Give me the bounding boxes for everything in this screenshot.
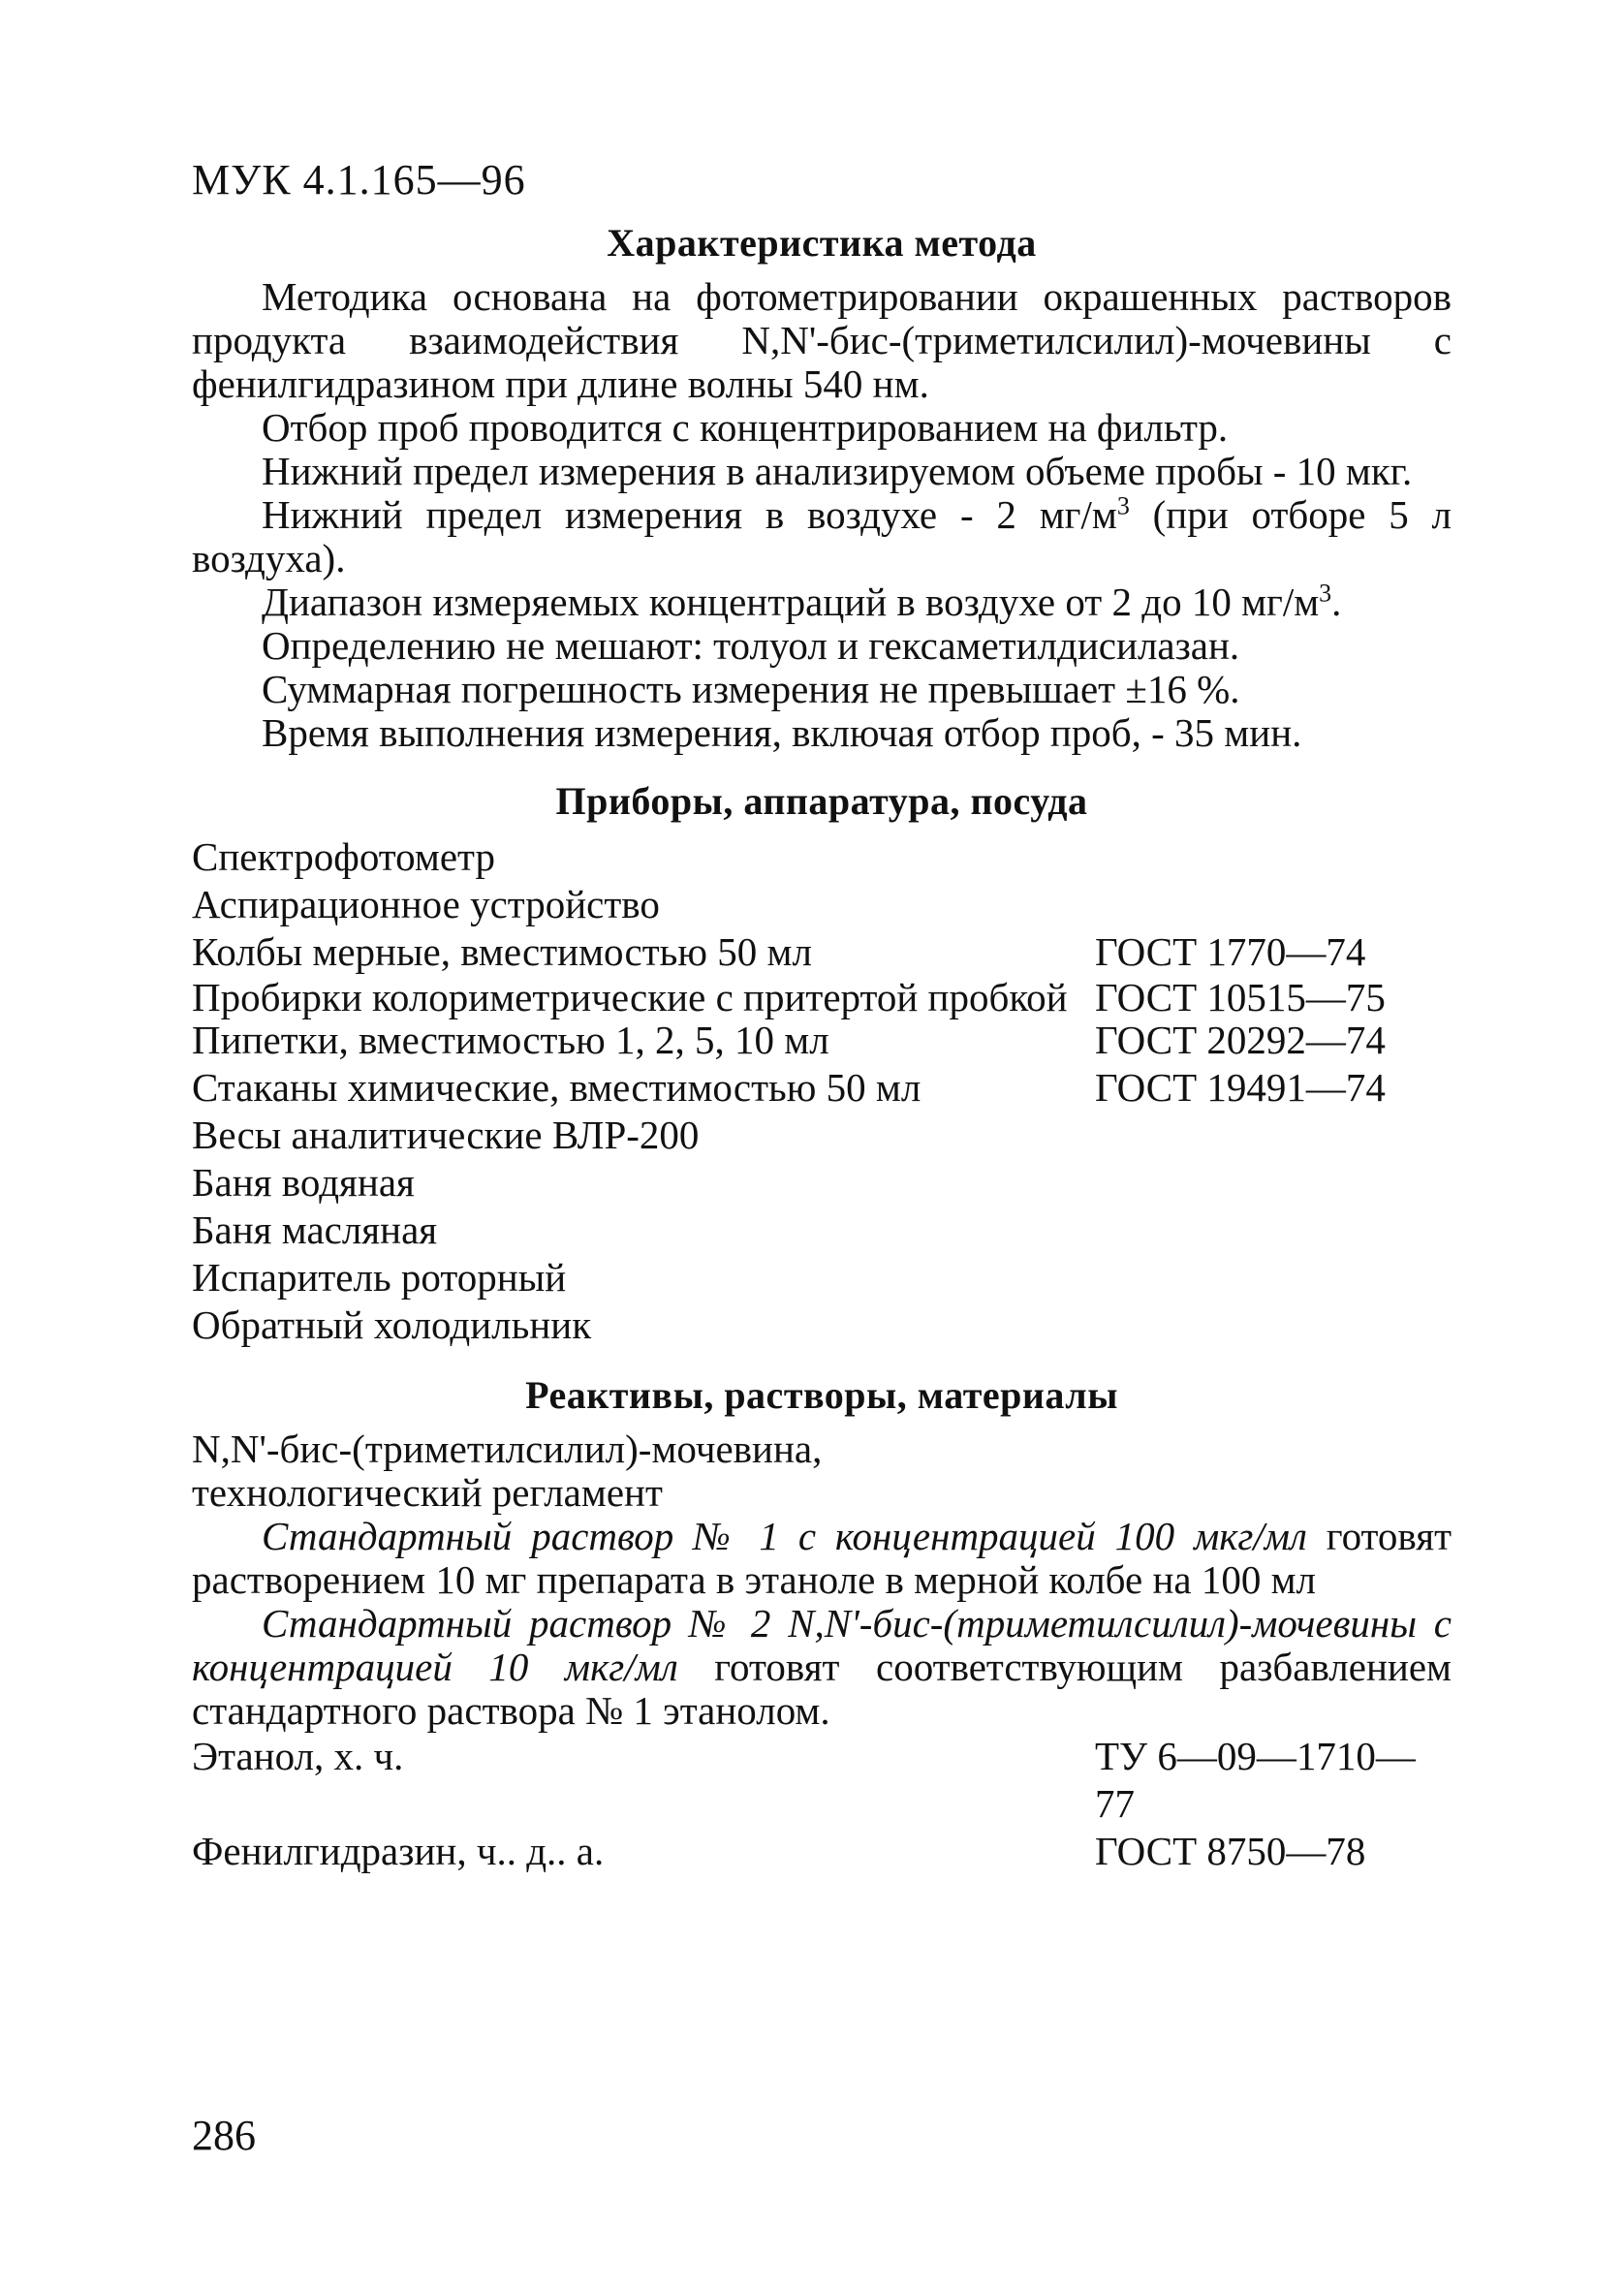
- text-fragment: Нижний предел измерения в воздухе - 2 мг/м: [262, 492, 1117, 537]
- reagent-standard: ТУ 6—09—1710—77: [1095, 1734, 1416, 1826]
- equipment-name: Баня водяная: [192, 1160, 415, 1205]
- equipment-name: Аспирационное устройство: [192, 882, 660, 926]
- equipment-name: Баня масляная: [192, 1207, 438, 1252]
- italic-text: Стандартный раствор № 2 N,N'-бис-(триметилсилил)-мочевины с концентрацией 10 мкг/мл: [192, 1601, 1452, 1689]
- reagent-item: [192, 1733, 1452, 1828]
- method-paragraph: Нижний предел измерения в анализируемом объеме пробы - 10 мкг.: [262, 449, 1413, 493]
- equipment-item: [192, 976, 1452, 1017]
- method-paragraph: Методика основана на фотометрировании окрашенных растворов продукта взаимодействия N,N'-бис-(триметилсилил)-мочевины с фенилгидразином при длине волны 540 нм.: [192, 274, 1452, 406]
- equipment-standard: ГОСТ 10515—75: [1095, 975, 1386, 1019]
- text-fragment: (при отборе 5 л воздуха).: [192, 492, 1452, 580]
- italic-text: Стандартный раствор № 1 с концентрацией 100 мкг/мл: [262, 1514, 1307, 1558]
- document-code: МУК 4.1.165—96: [192, 156, 526, 204]
- method-paragraph: Отбор проб проводится с концентрированием на фильтр.: [262, 405, 1229, 450]
- reagent-name: Фенилгидразин, ч.. д.. а.: [192, 1829, 605, 1873]
- equipment-item: [192, 1112, 1452, 1159]
- equipment-name: Пипетки, вместимостью 1, 2, 5, 10 мл: [192, 1018, 829, 1062]
- method-paragraph: Суммарная погрешность измерения не превышает ±16 %.: [262, 667, 1240, 711]
- reagent-item: [192, 1828, 1452, 1875]
- equipment-item: [192, 833, 1452, 881]
- equipment-name: Весы аналитические ВЛР-200: [192, 1113, 700, 1157]
- reagent-name: Этанол, х. ч.: [192, 1734, 404, 1778]
- text-fragment: готовят соответствующим разбавлением стандартного раствора № 1 этанолом.: [192, 1645, 1452, 1733]
- reagent-paragraph: [192, 1602, 1452, 1733]
- equipment-name: Стаканы химические, вместимостью 50 мл: [192, 1065, 921, 1110]
- equipment-item: [192, 928, 1452, 976]
- equipment-item: [192, 1064, 1452, 1112]
- text-fragment: .: [1331, 580, 1342, 624]
- superscript: 3: [1319, 579, 1332, 608]
- equipment-item: [192, 1207, 1452, 1254]
- page-number: 286: [192, 2112, 256, 2159]
- reagent-paragraph: N,N'-бис-(триметилсилил)-мочевина, технологический регламент: [192, 1427, 823, 1515]
- equipment-standard: ГОСТ 20292—74: [1095, 1018, 1386, 1062]
- section-title-method: Характеристика метода: [607, 221, 1037, 265]
- method-paragraph: [192, 493, 1452, 580]
- equipment-name: Колбы мерные, вместимостью 50 мл: [192, 929, 812, 974]
- spacer: [192, 755, 1452, 778]
- text-fragment: Диапазон измеряемых концентраций в воздухе от 2 до 10 мг/м: [262, 580, 1320, 624]
- method-paragraph: [192, 580, 1452, 624]
- section-title-reagents: Реактивы, растворы, материалы: [525, 1373, 1118, 1417]
- equipment-item: [192, 1254, 1452, 1301]
- equipment-list: [192, 833, 1452, 1349]
- superscript: 3: [1116, 491, 1130, 520]
- equipment-standard: ГОСТ 1770—74: [1095, 929, 1366, 974]
- equipment-name: Спектрофотометр: [192, 834, 495, 879]
- equipment-name: Обратный холодильник: [192, 1302, 592, 1347]
- equipment-item: [192, 1301, 1452, 1349]
- method-paragraph: Время выполнения измерения, включая отбор проб, - 35 мин.: [262, 710, 1302, 755]
- equipment-item: [192, 881, 1452, 928]
- equipment-name: Испаритель роторный: [192, 1255, 567, 1300]
- spacer: [192, 1349, 1452, 1372]
- equipment-name: Пробирки колориметрические с притертой пробкой: [192, 975, 1068, 1019]
- method-paragraph: Определению не мешают: толуол и гексаметилдисилазан.: [262, 623, 1240, 668]
- reagent-paragraph: [192, 1515, 1452, 1602]
- section-title-equipment: Приборы, аппаратура, посуда: [555, 779, 1088, 823]
- text-fragment: готовят растворением 10 мг препарата в этаноле в мерной колбе на 100 мл: [192, 1514, 1452, 1602]
- equipment-item: [192, 1017, 1452, 1064]
- equipment-standard: ГОСТ 19491—74: [1095, 1065, 1386, 1110]
- reagent-standard: ГОСТ 8750—78: [1095, 1829, 1366, 1873]
- equipment-item: [192, 1159, 1452, 1207]
- document-page: [192, 155, 1452, 1875]
